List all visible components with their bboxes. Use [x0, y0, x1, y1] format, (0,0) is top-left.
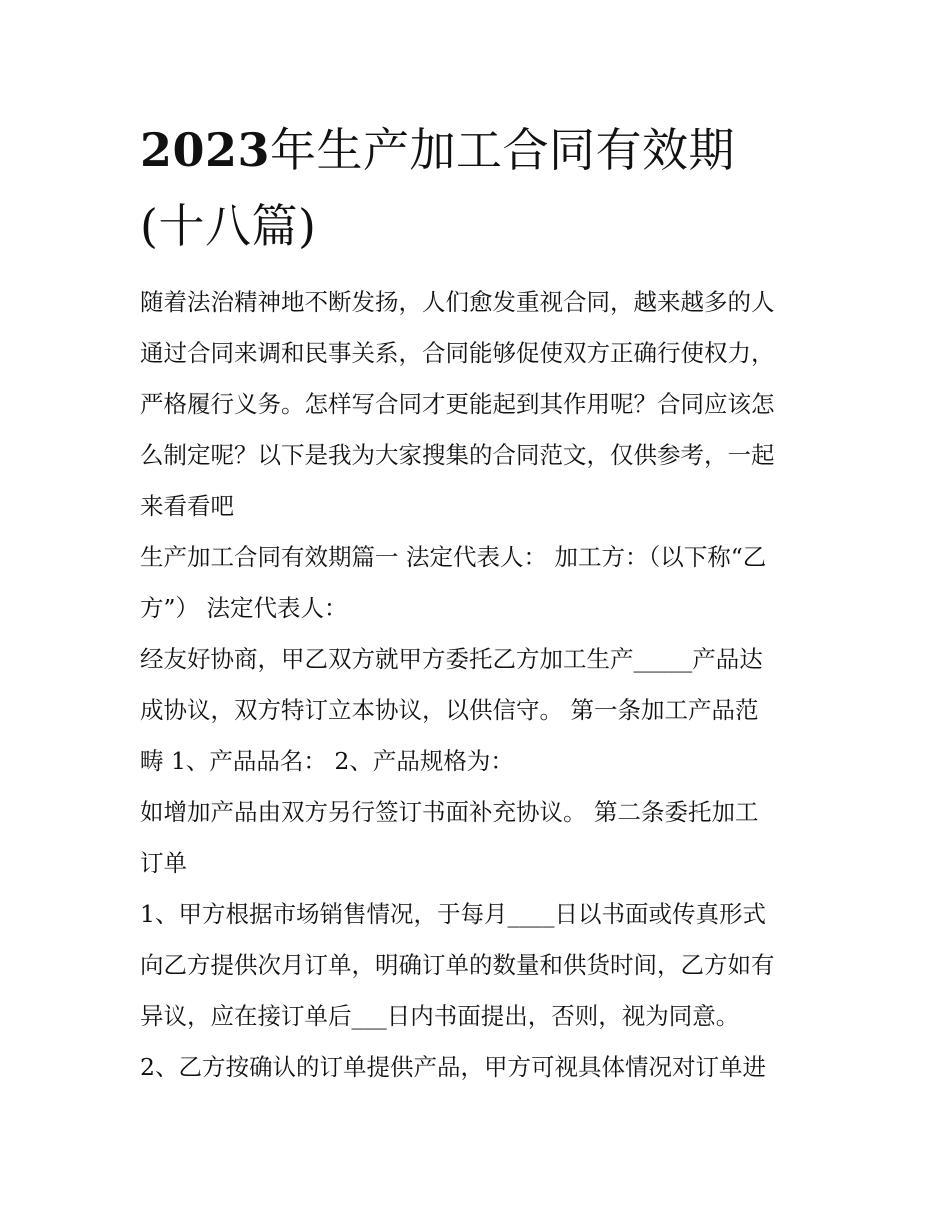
text-line: 异议，应在接订单后___日内书面提出，否则，视为同意。	[140, 1002, 740, 1030]
text-line: 严格履行义务。怎样写合同才更能起到其作用呢？合同应该怎	[140, 390, 775, 418]
title-line-2: (十八篇)	[140, 199, 317, 253]
text-line: 来看看吧	[140, 492, 234, 520]
text-line: 成协议，双方特订立本协议，以供信守。 第一条加工产品范	[140, 696, 759, 724]
document-title	[140, 112, 820, 264]
order-clause-1	[140, 889, 820, 1042]
intro-paragraph	[140, 277, 820, 532]
text-line: 经友好协商，甲乙双方就甲方委托乙方加工生产_____产品达	[140, 645, 763, 673]
text-line: 1、甲方根据市场销售情况，于每月____日以书面或传真形式	[140, 900, 766, 928]
supplement-paragraph	[140, 787, 820, 889]
title-year: 2023	[140, 123, 271, 177]
text-line: 如增加产品由双方另行签订书面补充协议。 第二条委托加工	[140, 798, 759, 826]
text-line: 2、乙方按确认的订单提供产品，甲方可视具体情况对订单进	[140, 1053, 766, 1081]
title-line-1-rest: 年生产加工合同有效期	[270, 123, 736, 177]
section-one-heading-paragraph	[140, 532, 820, 634]
text-line: 随着法治精神地不断发扬，人们愈发重视合同，越来越多的人	[140, 288, 775, 316]
text-line: 生产加工合同有效期篇一 法定代表人： 加工方：（以下称“乙	[140, 543, 767, 571]
document-body	[140, 277, 820, 1093]
title-line-1	[140, 112, 820, 188]
order-clause-2	[140, 1042, 820, 1093]
text-line: 向乙方提供次月订单，明确订单的数量和供货时间，乙方如有	[140, 951, 775, 979]
text-line: 通过合同来调和民事关系，合同能够促使双方正确行使权力，	[140, 339, 775, 367]
agreement-paragraph	[140, 634, 820, 787]
text-line: 订单	[140, 849, 187, 877]
text-line: 么制定呢？以下是我为大家搜集的合同范文，仅供参考，一起	[140, 441, 775, 469]
text-line: 畴 1、产品品名： 2、产品规格为：	[140, 747, 514, 775]
text-line: 方”） 法定代表人：	[140, 594, 348, 622]
